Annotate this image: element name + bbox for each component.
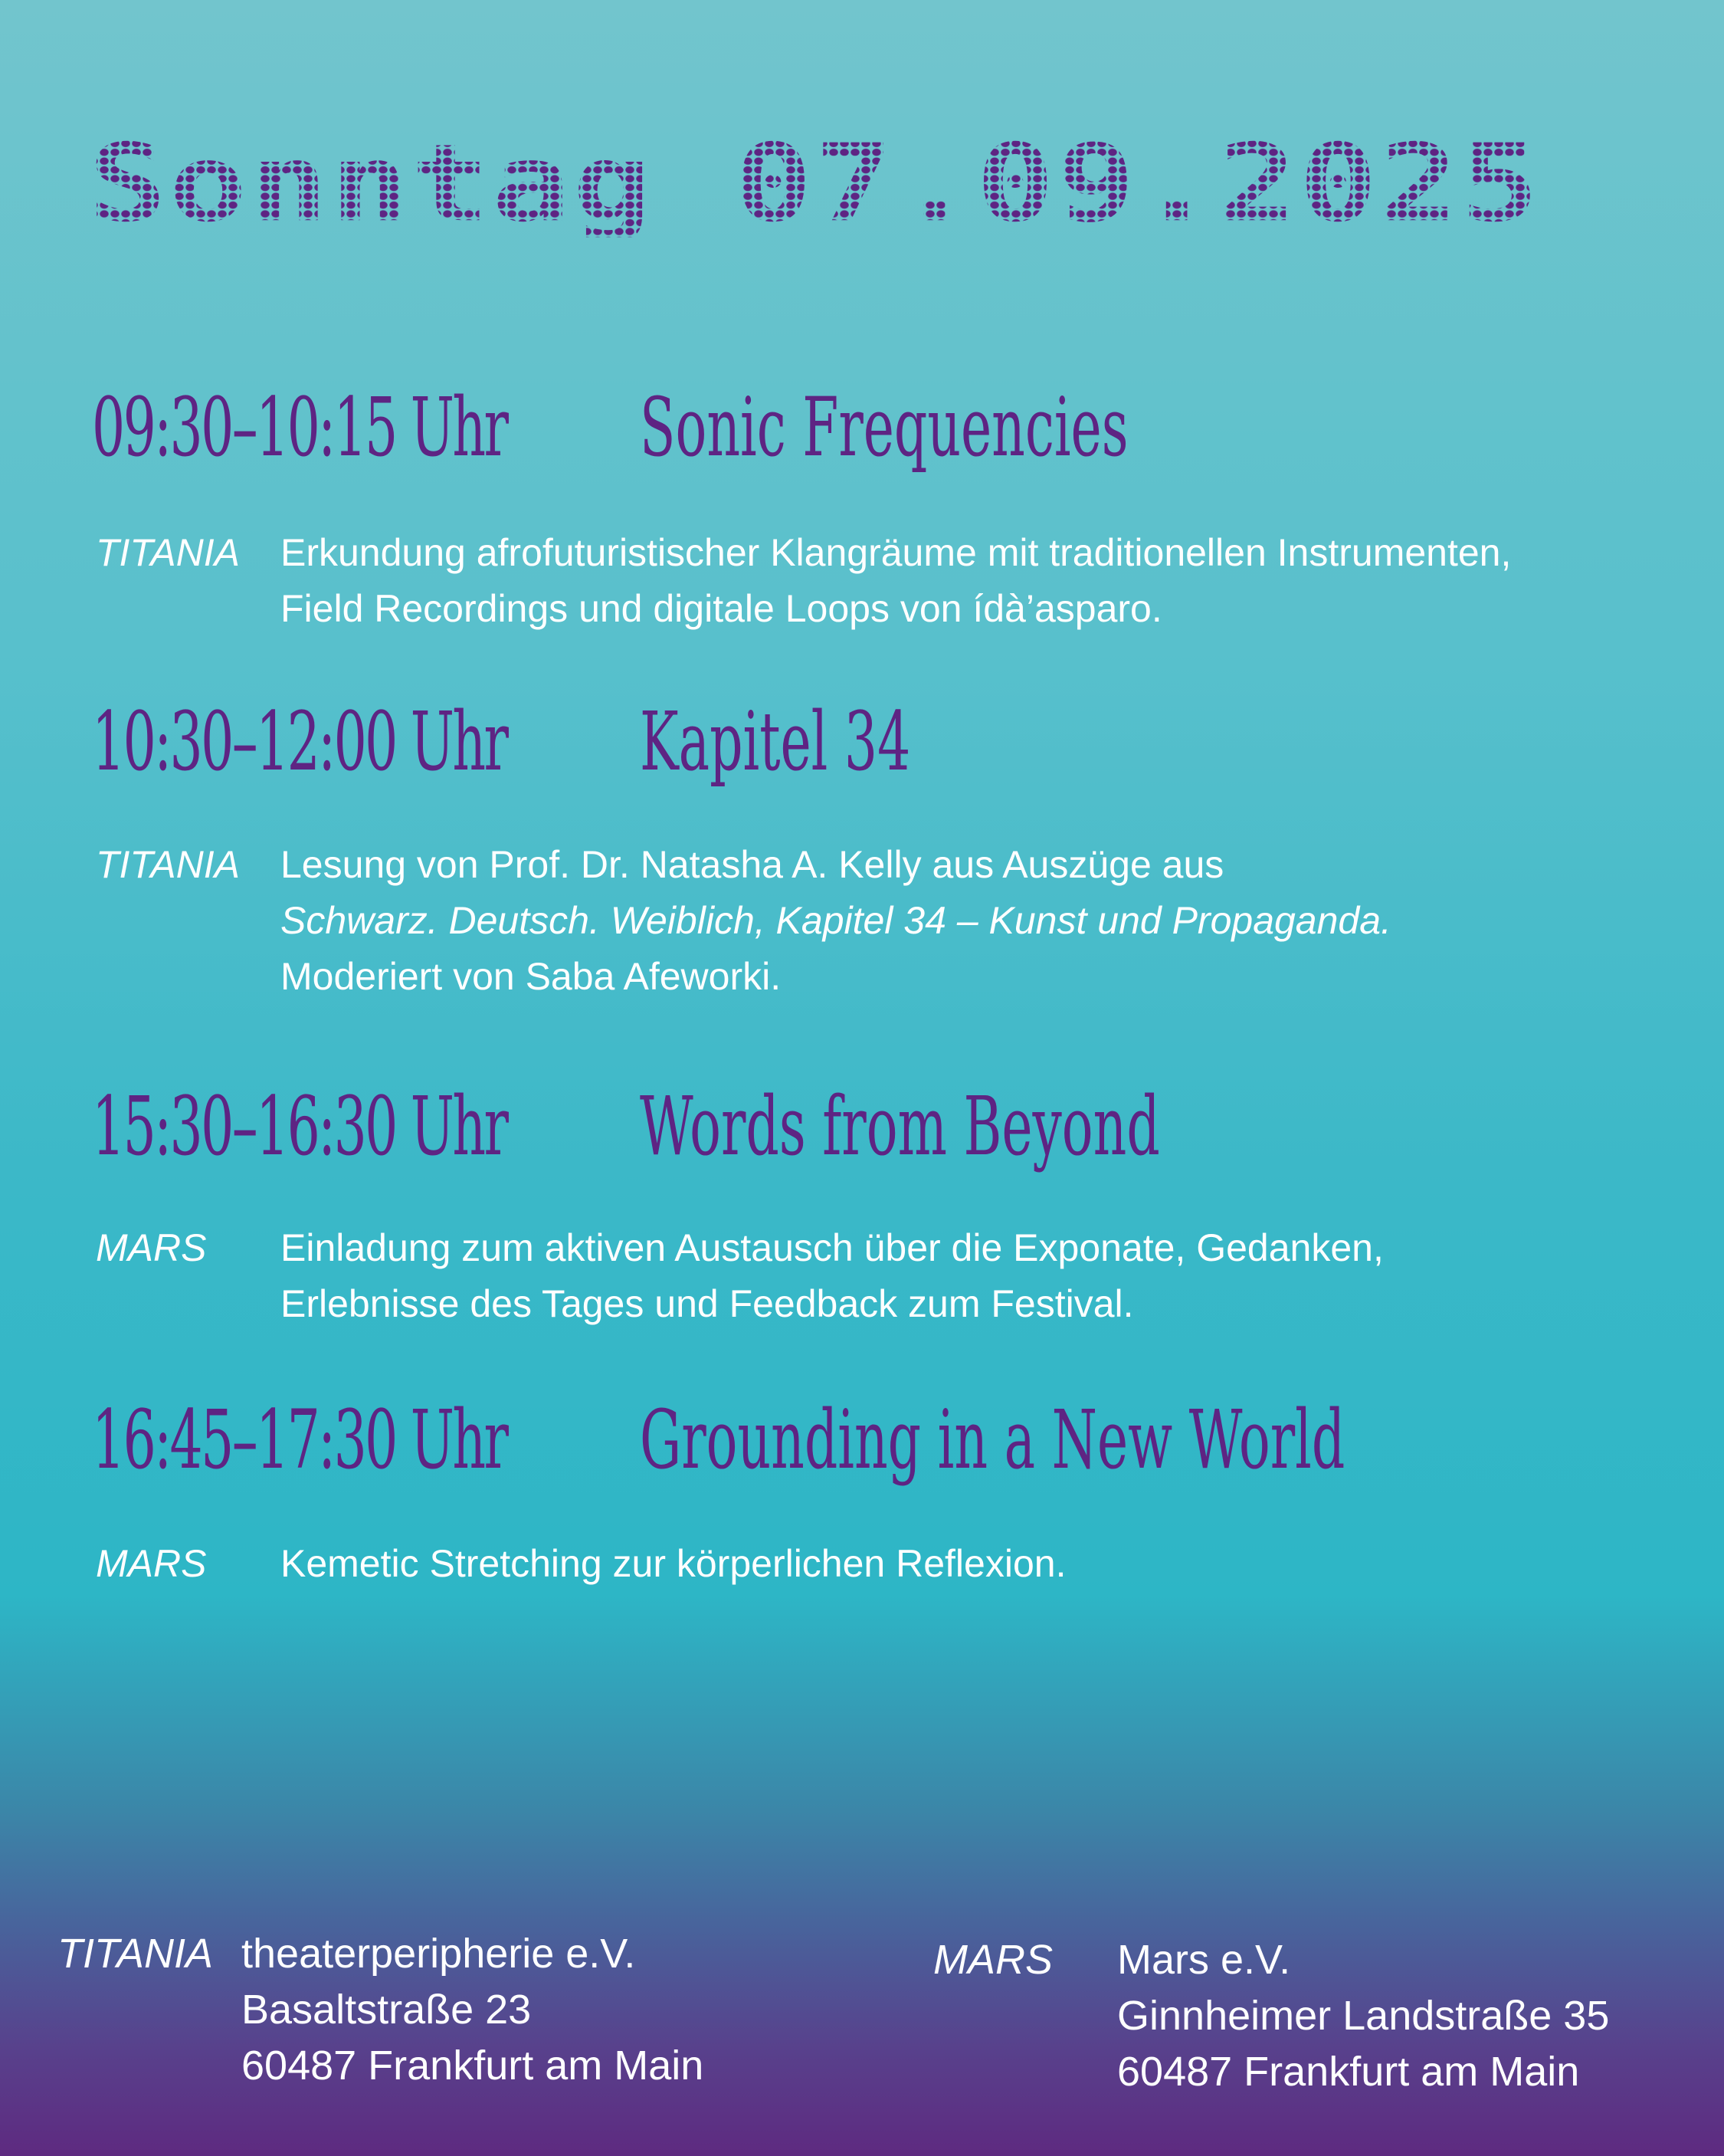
event-title: Sonic Frequencies xyxy=(640,380,1129,474)
address-line: 60487 Frankfurt am Main xyxy=(241,2043,704,2089)
description-line: Einladung zum aktiven Austausch über die Exponate, Gedanken, xyxy=(280,1226,1384,1269)
address-mars xyxy=(1117,1932,1609,2100)
description-line: Lesung von Prof. Dr. Natasha A. Kelly aus Auszüge aus xyxy=(280,843,1224,886)
event-venue: MARS xyxy=(96,1226,207,1269)
page-title: Sonntag 07.09.2025 xyxy=(88,121,1542,246)
event-venue: MARS xyxy=(96,1542,207,1585)
event-description xyxy=(280,1220,1384,1332)
address-venue-titania: TITANIA xyxy=(57,1931,214,1977)
address-line: Basaltstraße 23 xyxy=(241,1987,532,2033)
address-venue-mars: MARS xyxy=(933,1937,1054,1983)
event-description xyxy=(280,525,1511,637)
event-time: 16:45–17:30 Uhr xyxy=(92,1393,507,1487)
event-venue: TITANIA xyxy=(96,531,240,574)
description-line: Erlebnisse des Tages und Feedback zum Festival. xyxy=(280,1282,1134,1325)
event-description xyxy=(280,837,1391,1005)
event-title: Kapitel 34 xyxy=(640,694,911,789)
event-time: 09:30–10:15 Uhr xyxy=(92,380,507,474)
address-line: 60487 Frankfurt am Main xyxy=(1117,2049,1580,2095)
event-description xyxy=(280,1536,1066,1592)
event-venue: TITANIA xyxy=(96,843,240,886)
description-line: Moderiert von Saba Afeworki. xyxy=(280,955,782,998)
address-titania xyxy=(241,1926,703,2094)
description-line-book-title: Schwarz. Deutsch. Weiblich, Kapitel 34 – Kunst und Propaganda. xyxy=(280,899,1391,942)
address-line: Ginnheimer Landstraße 35 xyxy=(1117,1993,1610,2039)
description-line: Kemetic Stretching zur körperlichen Reflexion. xyxy=(280,1542,1067,1585)
event-title: Words from Beyond xyxy=(640,1079,1160,1173)
description-line: Erkundung afrofuturistischer Klangräume mit traditionellen Instrumenten, xyxy=(280,531,1512,574)
description-line: Field Recordings und digitale Loops von ídà’asparo. xyxy=(280,587,1162,630)
event-time: 10:30–12:00 Uhr xyxy=(92,694,507,789)
event-time: 15:30–16:30 Uhr xyxy=(92,1079,507,1173)
event-title: Grounding in a New World xyxy=(640,1393,1345,1487)
address-line: theaterperipherie e.V. xyxy=(241,1931,636,1977)
address-line: Mars e.V. xyxy=(1117,1937,1291,1983)
